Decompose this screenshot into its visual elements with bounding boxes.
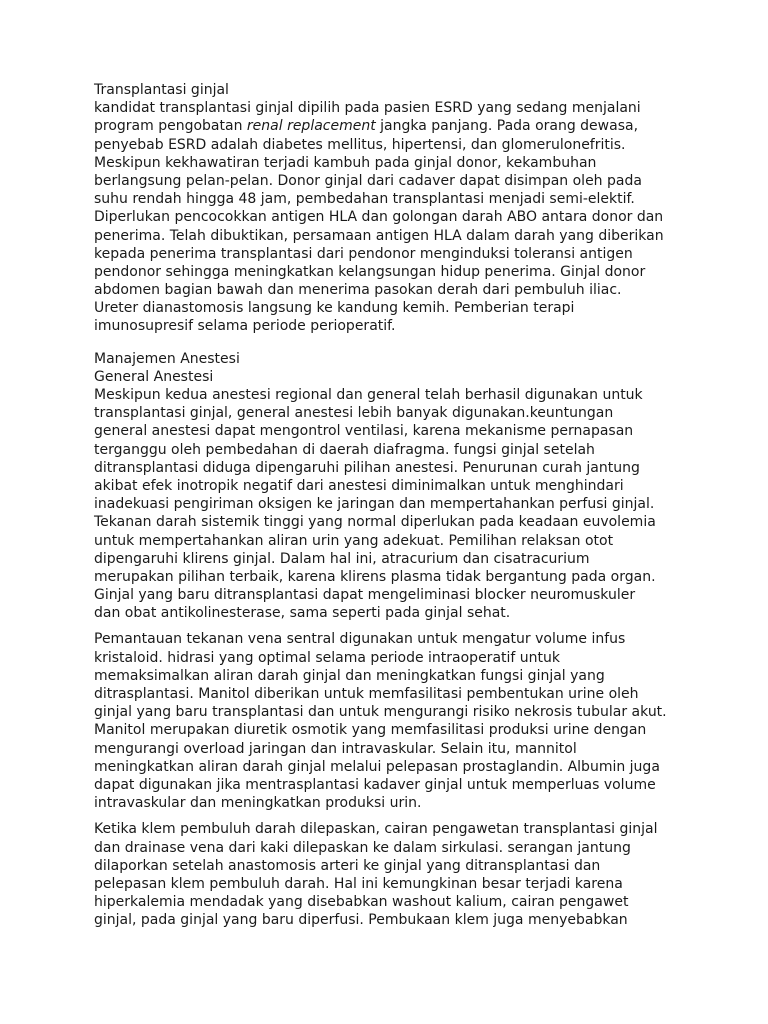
text-line: memaksimalkan aliran darah ginjal dan meningkatkan fungsi ginjal yang bbox=[94, 667, 605, 684]
text-line: Manitol merupakan diuretik osmotik yang memfasilitasi produksi urine dengan bbox=[94, 722, 647, 739]
section-manajemen-anestesi bbox=[94, 350, 728, 930]
section-title: Transplantasi ginjal bbox=[94, 82, 229, 98]
text-line: Diperlukan pencocokkan antigen HLA dan golongan darah ABO antara donor dan bbox=[94, 209, 664, 226]
text-line: terganggu oleh pembedahan di daerah diafragma. fungsi ginjal setelah bbox=[94, 441, 595, 458]
text-line: ginjal yang baru transplantasi dan untuk mengurangi risiko nekrosis tubular akut. bbox=[94, 704, 667, 721]
text-line: ditrasplantasi. Manitol diberikan untuk memfasilitasi pembentukan urine oleh bbox=[94, 686, 639, 702]
text-line: transplantasi ginjal, general anestesi lebih banyak digunakan.keuntungan bbox=[94, 405, 614, 422]
text-line: dapat digunakan jika mentrasplantasi kadaver ginjal untuk memperluas volume bbox=[94, 776, 656, 793]
text-line: imunosupresif selama periode perioperatif. bbox=[94, 318, 396, 335]
text-line: penyebab ESRD adalah diabetes mellitus, hipertensi, dan glomerulonefritis. bbox=[94, 136, 626, 153]
text-line: kristaloid. hidrasi yang optimal selama periode intraoperatif untuk bbox=[94, 649, 560, 666]
text-line: mengurangi overload jaringan dan intravaskular. Selain itu, mannitol bbox=[94, 740, 577, 757]
text-line: Ketika klem pembuluh darah dilepaskan, cairan pengawetan transplantasi ginjal bbox=[94, 821, 658, 838]
text-line: Ginjal yang baru ditransplantasi dapat mengeliminasi blocker neuromuskuler bbox=[94, 587, 636, 604]
text-line: Pemantauan tekanan vena sentral digunakan untuk mengatur volume infus bbox=[94, 631, 626, 648]
text-line: Meskipun kekhawatiran terjadi kambuh pada ginjal donor, kekambuhan bbox=[94, 154, 597, 171]
text-line: dilaporkan setelah anastomosis arteri ke ginjal yang ditransplantasi dan bbox=[94, 857, 601, 874]
text-line: hiperkalemia mendadak yang disebabkan washout kalium, cairan pengawet bbox=[94, 894, 629, 911]
text-line: merupakan pilihan terbaik, karena klirens plasma tidak bergantung pada organ. bbox=[94, 568, 656, 585]
text-line: kepada penerima transplantasi dari pendonor menginduksi toleransi antigen bbox=[94, 245, 633, 262]
section-subtitle: General Anestesi bbox=[94, 368, 214, 385]
text-line: pendonor sehingga meningkatkan kelangsungan hidup penerima. Ginjal donor bbox=[94, 263, 646, 280]
text-run: program pengobatan bbox=[94, 118, 247, 135]
text-line: kandidat transplantasi ginjal dipilih pada pasien ESRD yang sedang menjalani bbox=[94, 100, 641, 117]
text-line: penerima. Telah dibuktikan, persamaan antigen HLA dalam darah yang diberikan bbox=[94, 227, 664, 244]
paragraph bbox=[94, 630, 728, 812]
text-line: Tekanan darah sistemik tinggi yang normal diperlukan pada keadaan euvolemia bbox=[94, 514, 656, 531]
text-line: general anestesi dapat mengontrol ventilasi, karena mekanisme pernapasan bbox=[94, 423, 634, 440]
text-line: meningkatkan aliran darah ginjal melalui pelepasan prostaglandin. Albumin juga bbox=[94, 758, 660, 775]
text-line: berlangsung pelan-pelan. Donor ginjal dari cadaver dapat disimpan oleh pada bbox=[94, 172, 642, 189]
text-line: Ureter dianastomosis langsung ke kandung kemih. Pemberian terapi bbox=[94, 300, 575, 317]
text-line: dan drainase vena dari kaki dilepaskan ke dalam sirkulasi. serangan jantung bbox=[94, 839, 631, 856]
text-line: abdomen bagian bawah dan menerima pasokan derah dari pembuluh iliac. bbox=[94, 282, 622, 299]
text-line: akibat efek inotropik negatif dari anestesi diminimalkan untuk menghindari bbox=[94, 477, 624, 494]
paragraph bbox=[94, 820, 728, 929]
paragraph bbox=[94, 386, 728, 622]
text-run: jangka panjang. Pada orang dewasa, bbox=[375, 118, 639, 135]
section-title: Manajemen Anestesi bbox=[94, 350, 240, 367]
text-line: ginjal, pada ginjal yang baru diperfusi. Pembukaan klem juga menyebabkan bbox=[94, 912, 628, 929]
text-line: suhu rendah hingga 48 jam, pembedahan transplantasi menjadi semi-elektif. bbox=[94, 191, 635, 208]
spacer bbox=[94, 622, 728, 630]
text-line: ditransplantasi diduga dipengaruhi pilihan anestesi. Penurunan curah jantung bbox=[94, 459, 640, 476]
text-line: Meskipun kedua anestesi regional dan general telah berhasil digunakan untuk bbox=[94, 387, 643, 403]
italic-term: renal replacement bbox=[246, 118, 376, 135]
spacer bbox=[94, 336, 728, 350]
section-transplantasi bbox=[94, 81, 728, 336]
text-line: intravaskular dan meningkatkan produksi urin. bbox=[94, 795, 422, 812]
text-line bbox=[94, 117, 728, 135]
text-line: dan obat antikolinesterase, sama seperti pada ginjal sehat. bbox=[94, 605, 511, 622]
spacer bbox=[94, 812, 728, 820]
text-line: inadekuasi pengiriman oksigen ke jaringan dan mempertahankan perfusi ginjal. bbox=[94, 496, 655, 513]
text-line: dipengaruhi klirens ginjal. Dalam hal ini, atracurium dan cisatracurium bbox=[94, 550, 590, 567]
text-line: untuk mempertahankan aliran urin yang adekuat. Pemilihan relaksan otot bbox=[94, 532, 614, 549]
text-line: pelepasan klem pembuluh darah. Hal ini kemungkinan besar terjadi karena bbox=[94, 875, 623, 892]
